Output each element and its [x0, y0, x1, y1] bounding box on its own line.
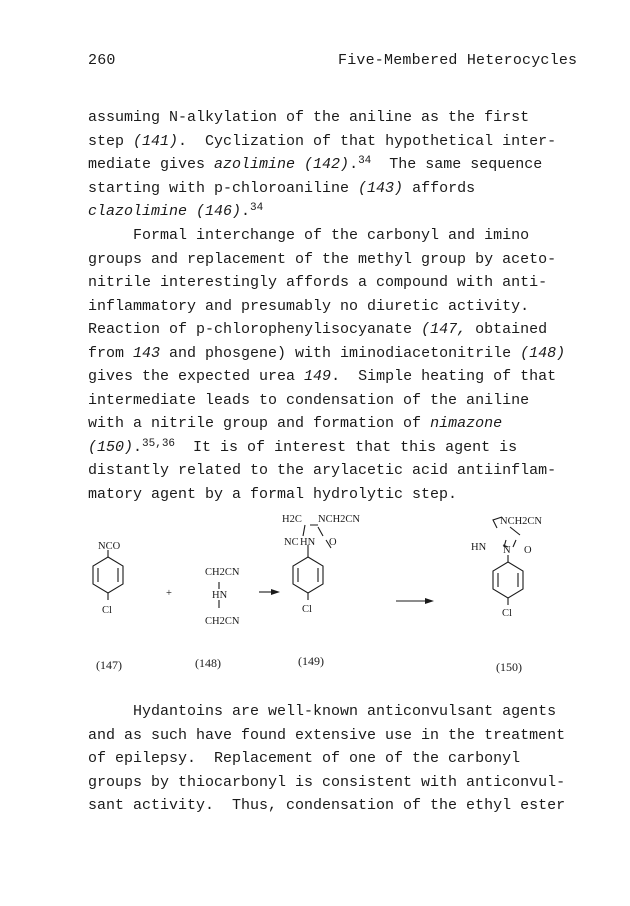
text-segment: 143 — [133, 344, 161, 362]
c150-cl-label: Cl — [502, 608, 512, 619]
text-line — [88, 224, 588, 248]
text-line — [88, 365, 588, 389]
text-segment: It is of interest that this agent is — [175, 438, 518, 456]
paragraph-2 — [88, 224, 588, 506]
text-line — [88, 436, 588, 460]
text-line — [88, 747, 588, 771]
text-segment: . — [241, 203, 251, 220]
plus-sign: + — [166, 588, 172, 599]
text-line — [88, 459, 588, 483]
text-line — [88, 700, 588, 724]
c149-n-label: NCH2CN — [318, 514, 361, 525]
c148-compound-label: (148) — [195, 656, 221, 670]
text-line — [88, 153, 588, 177]
text-line — [88, 106, 588, 130]
c148-bottom-label: CH2CN — [205, 616, 240, 627]
text-segment: affords — [403, 179, 476, 197]
text-segment: and phosgene) with iminodiacetonitrile — [160, 344, 521, 362]
text-segment: . — [133, 438, 143, 456]
text-segment: Hydantoins are well-known anticonvulsant agents — [88, 703, 557, 720]
text-segment: groups and replacement of the methyl group by aceto- — [88, 250, 557, 268]
text-segment: 149 — [304, 368, 332, 385]
text-segment: . Cyclization of that hypothetical inter- — [178, 132, 557, 150]
text-segment: gives the expected urea — [88, 368, 305, 385]
c150-compound-label: (150) — [496, 660, 522, 674]
text-segment: groups by thiocarbonyl is consistent with anticonvul- — [88, 773, 566, 791]
text-segment: assuming N-alkylation of the aniline as the first — [88, 109, 530, 126]
text-segment: inflammatory and presumably no diuretic activity. — [88, 297, 530, 315]
text-segment: . — [349, 156, 359, 173]
text-line — [88, 389, 588, 413]
text-segment: with a nitrile group and formation of — [88, 415, 431, 432]
text-segment: (147, — [421, 321, 467, 338]
c147-nco-label: NCO — [98, 541, 121, 552]
text-line — [88, 483, 588, 507]
text-line — [88, 295, 588, 319]
c149-nc-label: NC — [284, 537, 299, 548]
text-segment: and as such have found extensive use in the treatment — [88, 726, 566, 744]
text-line — [88, 248, 588, 272]
c149-hn-label: HN — [300, 537, 316, 548]
paragraph-3 — [88, 700, 588, 818]
paragraph-1 — [88, 106, 588, 224]
text-segment: nimazone — [430, 415, 503, 432]
c149-compound-label: (149) — [298, 654, 324, 668]
c150-o-label: O — [524, 545, 532, 556]
running-head: Five-Membered Heterocycles — [338, 52, 578, 69]
text-segment: intermediate leads to condensation of the aniline — [88, 391, 530, 409]
c147-cl-label: Cl — [102, 605, 112, 616]
c148-top-label: CH2CN — [205, 567, 240, 578]
c150-hn-label: HN — [471, 542, 487, 553]
text-segment: azolimine (142) — [214, 156, 350, 173]
text-line — [88, 342, 588, 366]
c149-o-label: O — [329, 537, 337, 548]
text-segment: sant activity. Thus, condensation of the ethyl ester — [88, 797, 566, 814]
text-line — [88, 271, 588, 295]
text-segment: of epilepsy. Replacement of one of the carbonyl — [88, 750, 521, 767]
text-line — [88, 771, 588, 795]
c150-n-label: NCH2CN — [500, 516, 543, 527]
c147-compound-label: (147) — [96, 658, 122, 672]
text-line — [88, 318, 588, 342]
reaction-scheme — [88, 505, 588, 685]
text-line — [88, 794, 588, 818]
text-segment: clazolimine (146) — [88, 203, 242, 220]
text-line — [88, 200, 588, 224]
text-segment: starting with p-chloroaniline — [88, 179, 359, 197]
text-line — [88, 177, 588, 201]
text-segment: (143) — [358, 179, 404, 197]
text-segment: matory agent by a formal hydrolytic step. — [88, 485, 458, 503]
text-segment: mediate gives — [88, 156, 215, 173]
text-segment: obtained — [466, 321, 548, 338]
c148-hn-label: HN — [212, 590, 228, 601]
c149-h2c-label: H2C — [282, 514, 302, 525]
text-segment: . Simple heating of that — [331, 368, 557, 385]
text-segment: 35,36 — [142, 437, 176, 450]
c150-n2-label: N — [503, 545, 511, 556]
text-line — [88, 130, 588, 154]
text-segment: nitrile interestingly affords a compound with anti- — [88, 274, 548, 291]
text-segment: 34 — [358, 155, 372, 167]
page-number: 260 — [88, 52, 116, 69]
text-segment: distantly related to the arylacetic acid antiinflam- — [88, 462, 557, 479]
text-segment: (141) — [133, 132, 179, 150]
text-line — [88, 724, 588, 748]
text-segment: Formal interchange of the carbonyl and imino — [88, 227, 530, 244]
text-segment: (148) — [520, 344, 566, 362]
text-line — [88, 412, 588, 436]
text-segment: Reaction of p-chlorophenylisocyanate — [88, 321, 422, 338]
text-segment: (150) — [88, 438, 134, 456]
text-segment: from — [88, 344, 134, 362]
text-segment: step — [88, 132, 134, 150]
text-segment: 34 — [250, 202, 264, 214]
c149-cl-label: Cl — [302, 604, 312, 615]
text-segment: The same sequence — [371, 156, 543, 173]
